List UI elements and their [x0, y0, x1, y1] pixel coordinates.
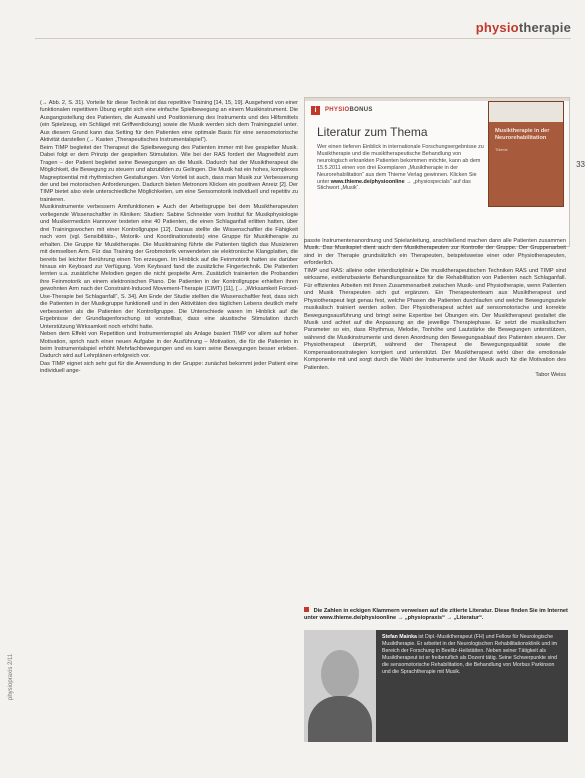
left-paragraph-1: (→ Abb. 2, S. 31). Vorteile für diese Technik ist das repetitive Training [14, 15, 19]. Ausgehend von einer funktionalen repetitiven Übung ergibt sich eine einfache Spielbewegung an einem Musikinstrument. Die Ausgangsstellung des Patienten, die Auswahl und Positionierung des Instruments und des Hilfsmittels (ein Spielzeug, ein Schlägel mit Griffverdickung) sowie die Musik werden sich dem Trainingsziel unter. Aus diesem Grund kann das Setting für den Patienten eine optimale Basis für eine sensomotorische Aktivität darstellen (→ Kasten „Therapeutisches Instrumentalspiel“). [40, 100, 298, 144]
infobox-title: Literatur zum Thema [317, 125, 428, 139]
left-paragraph-4: Neben dem Effekt von Repetition und Instrumentenspiel als Anlage basiert TIMP vor allem auf hoher Motivation, sprich nach einer neuen Aufgabe in der Ausführung – Motivation, die für die Patienten in beim Instrumentalspiel erhöht Mehrfachbewegungen und es kann seine Bewegungen besser erleben. Dadurch wird auf Lehrplänen erfolgreich vor. [40, 331, 298, 360]
info-icon: i [311, 106, 320, 115]
author-bio [382, 634, 562, 676]
infobox-link[interactable]: www.thieme.de/physioonline [330, 178, 405, 185]
brand-part1: physio [475, 20, 519, 35]
side-label: physiopraxis 2/11 [8, 653, 14, 700]
author-face [321, 650, 359, 698]
literature-footnote [304, 607, 568, 622]
infobox-text [317, 144, 487, 192]
author-shoulders [308, 696, 372, 742]
infobox-body-end: → „physiospecials“ auf das Stichwort „Musik“. [317, 178, 471, 192]
author-photo [304, 630, 376, 742]
infobox-body: Wer einen tieferen Einblick in internationale Forschungsergebnisse zu Musiktherapie und die musiktherapeutische Behandlung von neurologisch erkrankten Patienten bekommen möchte, kann ab dem 15.5.2011 einen von drei Exemplaren „Musiktherapie in der Neurorehabilitation“ aus dem Thieme Verlag gewinnen. Klicken Sie unter [317, 144, 484, 185]
physiobonus-infobox [304, 97, 570, 247]
footnote-text-end: → „physiopraxis“ → „Literatur“. [397, 615, 484, 622]
right-column [304, 238, 566, 380]
left-paragraph-2: Beim TIMP begleitet der Therapeut die Spielbewegung des Patienten immer mit live gespielter Musik. Dabei folgt er dem Prinzip der gespielten Stimulation. Wie bei der RAS fordert der Magnetfeld zum Tragen – der Patient begleitet seine Bewegungen an die Musik. Dadurch hat der Musiktherapeut die Möglichkeit, die Bewegung zu steuern und abzubilden zu Gelingen. Die Musik hat ein hohes, komplexes Magneptoential mit rhythmischen Gestaltungen. Von Vorteil ist auch, dass man Musik zur Verbesserung der und bei motorischen Anforderungen. Dadurch bieten Metronom Klicken ein positiven Anreiz [2]. Der TIMP bietet also viele unterschiedliche Möglichkeiten, um eine Sensomotorik individuell und repetitiv zu trainieren. [40, 144, 298, 203]
right-paragraph-1: passte Instrumentenanordnung und Spielanleitung, anschließend machen dann alle Patienten zusammen Musik. Das Musikspiel dient auch den Musiktherapeuten zur Kontrolle der Gruppe. Der Gruppenarbeit sind in der Therapie grundsätzlich ein Therapeuten, beispielsweise einer oder Physiotherapeuten, erforderlich. [304, 238, 566, 267]
author-name: Stefan Mainka [382, 634, 417, 640]
footnote-link[interactable]: www.thieme.de/physioonline [319, 615, 397, 622]
book-cover-top [489, 102, 563, 122]
header-rule [35, 38, 571, 39]
book-cover-image [488, 101, 564, 207]
footnote-text: Die Zahlen in eckigen Klammern verweisen auf die zitierte Literatur. Diese finden Sie im Internet unter [304, 608, 568, 622]
kicker-part2: BONUS [349, 107, 373, 113]
brand-part2: therapie [518, 20, 571, 35]
author-box [304, 630, 568, 742]
kicker-part1: PHYSIO [325, 107, 350, 113]
book-publisher: Thieme [495, 148, 508, 152]
page-number: 33 [576, 160, 585, 169]
author-bio-text: ist Dipl.-Musiktherapeut (FH) und Fellow für Neurologische Musiktherapie. Er arbeitet in der Neurologischen Rehabilitationsklinik und im Bereich der Forschung in Beelitz-Heilstätten. Neben seiner Tätigkeit als Musiktherapeut ist er freiberuflich als Dozent tätig. Seine Schwerpunkte sind die sensomotorische Rehabilitation, die Behandlung von Morbus Parkinson und die Sprachtherapie mit Musik. [382, 634, 558, 676]
magazine-brand [476, 20, 571, 35]
author-signature: Tabor Weiss [535, 372, 566, 379]
book-title: Musiktherapie in der Neurorehabilitation [495, 128, 550, 141]
square-bullet-icon [304, 607, 309, 612]
right-paragraph-2: TIMP und RAS: alleine oder interdisziplinär ▸ Die musiktherapeutischen Techniken RAS und TIMP sind wirksame, evidenzbasierte Behandlungsansätze für die Rehabilitation von Patienten nach Schlaganfall. Für effizientes Arbeiten mit ihnen Zusammenarbeit zwischen Musik- und Physiotherapie, wenn Patienten und Musik Therapeuten sich gut ergänzen. Ein Therapeutenteam aus Musiktherapeut und Physiotherapeut legt genau fest, welche Phasen die Patienten durchlaufen und welche Bewegungsziele musikalisch trainiert werden sollen. Der Physiotherapeut achtet auf sensomotorische und korrekte Bewegungsausführung und bringt seine Expertise bei Übungen ein. Der Musiktherapeut gestaltet die Musik und achtet auf die Anpassung an die jeweilige Therapiephase. Er setzt die musikalischen Parameter so ein, dass Rhythmus, Melodie, Tonhöhe und Lautstärke die Bewegungen unterstützen, während die Musikinstrumente und deren Anordnung den Bewegungsablauf des Patienten steuern. Der Physiotherapeut überprüft, während der Therapeut die Bewegungsqualität sowie die Kompensationsstrategien korrigiert und unterstützt. Der Musiktherapeut wirkt über die emotionale Komponente mit und sorgt durch die Wahl der Instrumente und der Musik auch für die Motivation des Patienten. [304, 267, 566, 371]
infobox-kicker [325, 107, 373, 113]
left-column [40, 100, 298, 376]
left-paragraph-5: Das TIMP eignet sich sehr gut für die Anwendung in der Gruppe: zunächst bekommt jeder Patient eine individuell ange- [40, 360, 298, 375]
left-paragraph-3: Musikinstrumente verbessern Armfunktionen ▸ Auch der Arbeitsgruppe bei dem Musiktherapeuten vorliegende Wissenschaftler in Kliniken: Studien: Sabine Schneider vom Institut für Musikphysiologie und Musikermedizin Hannover testeten eine 40 Patienten, die einen Schlaganfall erlitten hatten, über drei Trainingswochen mit einer Kontrollgruppe [12]. Daraus stellte die Wissenschaftler die Fähigkeit nach vorn (vgl. Sensibilitäts-, Motorik- und Koordinationstests) eine Gruppe für Musiktherapie zu erhalten. Die Gruppe für Musiktherapie. Die Musiktraining führte die Patienten täglich das Musizieren mit demselben Arm. Für das Training der Grobmotorik verwendeten sie elektronische Klangplatten, die bereits bei leichter Berührung einen Ton erzeugen. Im Hinblick auf die Feinmotorik hatten sie darüber hinaus ein Keyboard zur Verfügung. Vom Keyboard fand die zusätzliche Fingertechnik. Die Patienten lernten u.a. zusätzliche Melodien gegen die nicht gespielte Arm. Zusätzlich trainierten die Probanden ihre Feinmotorik an einem elektronischen Piano. Die Patienten in der Kontrollgruppe erhielten ihren gewohnten Arm nach der Constraint-Induced Movement-Therapie (CIMT) [11], [→ „Wirksamkeit Forced-Use-Therapie bei Schlaganfall“, S. 34]. Am Ende der Studie stellten die Wissenschaftler fest, dass sich die Patienten in der Musikgruppe funktionell und in den Aktivitäten des täglichen Lebens deutlich mehr verbesserten als die Patienten der Kontrollgruppe. Die Unterschiede waren im Hinblick auf die Ergebnisse der Grundlagenforschung ist vorstellbar, dass eine akustische Stimulation durch Unterstützung Wirksamkeit noch erhöht hatte. [40, 204, 298, 330]
